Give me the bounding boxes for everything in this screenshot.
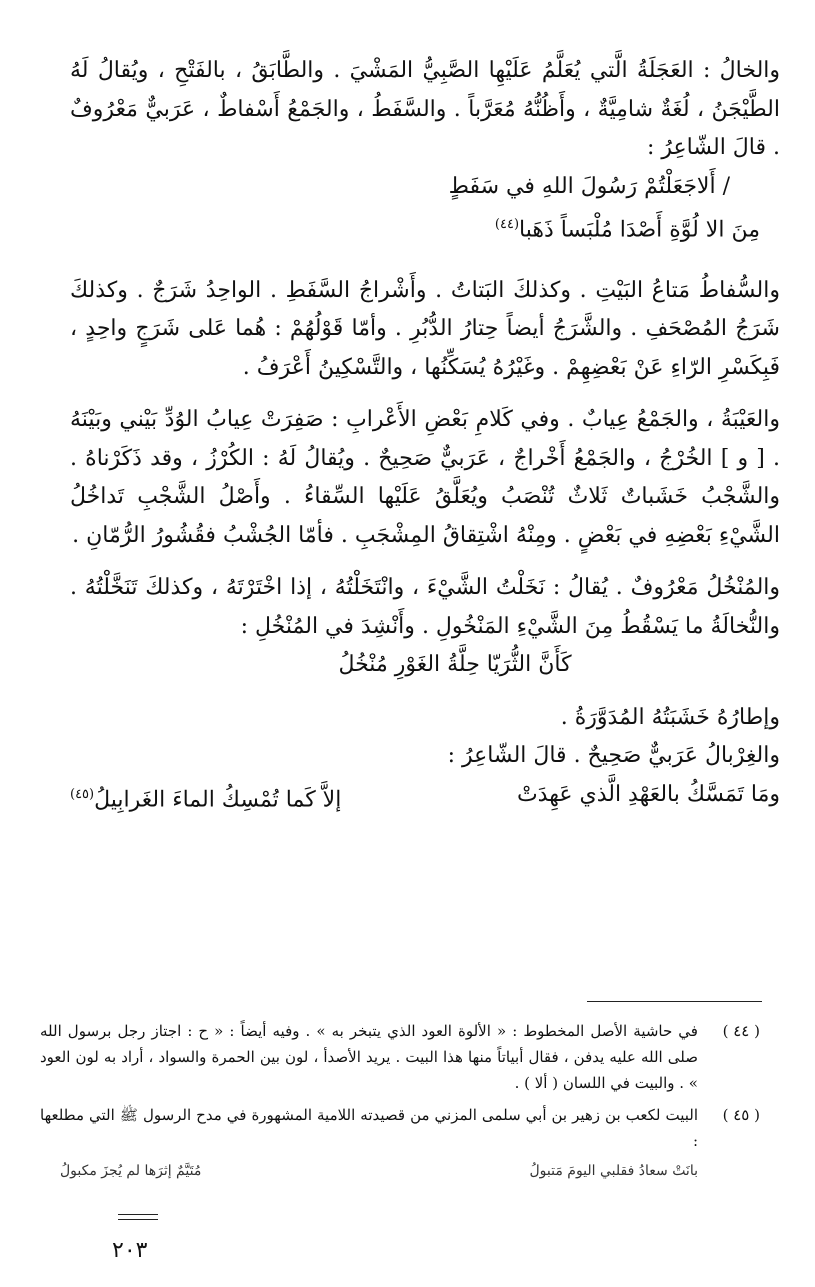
verse-hemistich-left: مُتَيَّمٌ إثرَها لم يُجزَ مكبولُ [60, 1163, 202, 1179]
text-line: والغِرْبالُ عَرَبيٌّ صَحِيحٌ . قالَ الشّاعِرُ : [447, 743, 780, 769]
footnote-number: ( ٤٥ ) [722, 1106, 760, 1124]
text-line: شَرَجٌ . وكذلكَ شَرَجُ المُصْحَفِ . والشَّرَجُ أيضاً حِتارُ الدُّبُرِ . وأمّا [70, 277, 780, 342]
paragraph-3 [70, 401, 780, 555]
footnotes [40, 1018, 760, 1190]
text-line: والمُنْخُلُ مَعْرُوفٌ . يُقالُ : نَخَلْتُ الشَّيْءَ ، وانْتَخَلْتُهُ ، إذا [290, 575, 781, 601]
text-line: والسُّفاطُ مَتاعُ البَيْتِ . وكذلكَ البَتاتُ . وأَشْراجُ السَّفَطِ . الواحِدُ [205, 277, 780, 303]
footnote-line: برسول الله صلى الله عليه يدفن ، فقال أبياتاً منها هذا البيت . يريد الأصدأ ، لون بين الحمرة [40, 1022, 698, 1066]
footnote-line: والسواد ، أراد به لون العود » . والبيت في اللسان ( ألا ) . [40, 1048, 698, 1092]
text-line: عَلَيْها السِّقاءُ . وأَصْلُ الشَّجْبِ تَداخُلُ الشَّيْءِ بَعْضِهِ في بَعْضٍ . ومِنْهُ [70, 484, 780, 548]
verse-text: مِنَ الا لُوَّةِ أَصْدَا مُلْبَساً ذَهَبا [519, 217, 760, 243]
text-line: ويُقالُ لَهُ : الكُرْزُ ، وقد ذَكَرْناهُ . والشَّجْبُ خَشَباتٌ ثَلاثٌ تُنْصَبُ ويُعَلَّقُ [70, 445, 781, 510]
footnote-ref[interactable]: (٤٥) [70, 786, 95, 802]
footnote-45 [40, 1102, 760, 1184]
main-text [70, 52, 780, 820]
verse-line: كَأَنَّ الثُّرَيّا حِلَّةُ الغَوْرِ مُنْخُلُ [338, 652, 572, 678]
verse-couplet [70, 776, 780, 820]
footnote-verse [40, 1158, 698, 1184]
verse-hemistich-right: بانَتْ سعادُ فقلبي اليومَ مَتبولُ [529, 1163, 698, 1179]
paragraph-1 [70, 52, 780, 250]
footnote-text [40, 1018, 698, 1096]
footnote-separator [587, 1001, 762, 1002]
footnote-44 [40, 1018, 760, 1096]
paragraph-5 [70, 699, 780, 820]
verse-line: / أَلاجَعَلْتُمْ رَسُولَ اللهِ في سَفَطٍ [448, 173, 730, 199]
verse-hemistich-right: ومَا تَمَسَّكُ بالعَهْدِ الَّذي عَهِدَتْ [516, 781, 780, 807]
paragraph-2 [70, 272, 780, 388]
text-line: والخالُ : العَجَلَةُ الَّتي يُعَلَّمُ عَلَيْهِا الصَّبِيُّ المَشْيَ . والطَّابَقُ ، بالفَتْحِ ، [157, 58, 781, 83]
footnote-line: في حاشية الأصل المخطوط : « الألوة العود الذي يتبخر به » . وفيه أيضاً : « ح : اجتاز رجل [117, 1022, 698, 1040]
footnote-line: ﷺ التي مطلعها : [40, 1106, 698, 1150]
footnote-number: ( ٤٤ ) [722, 1022, 760, 1040]
verse-hemistich-left: إلاَّ كَما تُمْسِكُ الماءَ الغَرابِيلُ [94, 787, 342, 813]
text-line: أَسْفاطٌ ، عَرَبيٌّ مَعْرُوفٌ . قالَ الشّاعِرُ : [70, 96, 780, 160]
text-line: قَوْلُهُمْ : هُما عَلى شَرَجٍ واحِدٍ ، فَبِكَسْرِ الرّاءِ عَنْ بَعْضِهِمْ . وغَيْرُهُ [70, 316, 780, 380]
text-line: عِيابُ الوُدِّ بَيْني وبَيْنَهُ . [ و ] الخُرْجُ ، والجَمْعُ أَخْراجٌ ، عَرَبيٌّ صَحِيحٌ . [70, 407, 780, 471]
double-rule [118, 1214, 158, 1220]
text-line: اخْتَرْتَهُ ، وكذلكَ تَنَخَّلْتُهُ . والنُّخالَةُ ما يَسْقُطُ مِنَ الشَّيْءِ المَنْخُولِ . [70, 575, 780, 639]
text-line: والعَيْبَةُ ، والجَمْعُ عِيابٌ . وفي كَلامِ بَعْضِ الأَعْرابِ : صَفِرَتْ [260, 407, 780, 433]
footnote-text [40, 1102, 698, 1184]
paragraph-4 [70, 569, 780, 685]
text-line: اشْتِقاقُ المِشْجَبِ . فأمّا الجُشْبُ فقُشُورُ الرُّمّانِ . [72, 522, 509, 548]
footnote-ref[interactable]: (٤٤) [494, 217, 520, 232]
page-number: ٢٠٣ [112, 1238, 148, 1263]
text-line: وأَنْشِدَ في المُنْخُلِ : [240, 613, 415, 639]
text-line: يُسَكِّنُها ، والتَّسْكِينُ أَعْرَفُ . [242, 354, 486, 380]
footnote-line: البيت لكعب بن زهير بن أبي سلمى المزني من قصيدته اللامية المشهورة في مدح الرسول [142, 1106, 698, 1124]
verse-line-with-footnote [70, 206, 780, 250]
verse-hemistich-left-wrap [70, 776, 341, 820]
text-line: ويُقالُ لَهُ الطَّيْجَنُ ، لُغَةٌ شامِيَّةٌ ، وأَظُنُّهُ مُعَرَّباً . والسَّفَطُ ، والجَمْعُ [70, 58, 780, 122]
text-line: وإطارُهُ خَشَبَتُهُ المُدَوَّرَةُ . [560, 704, 780, 730]
